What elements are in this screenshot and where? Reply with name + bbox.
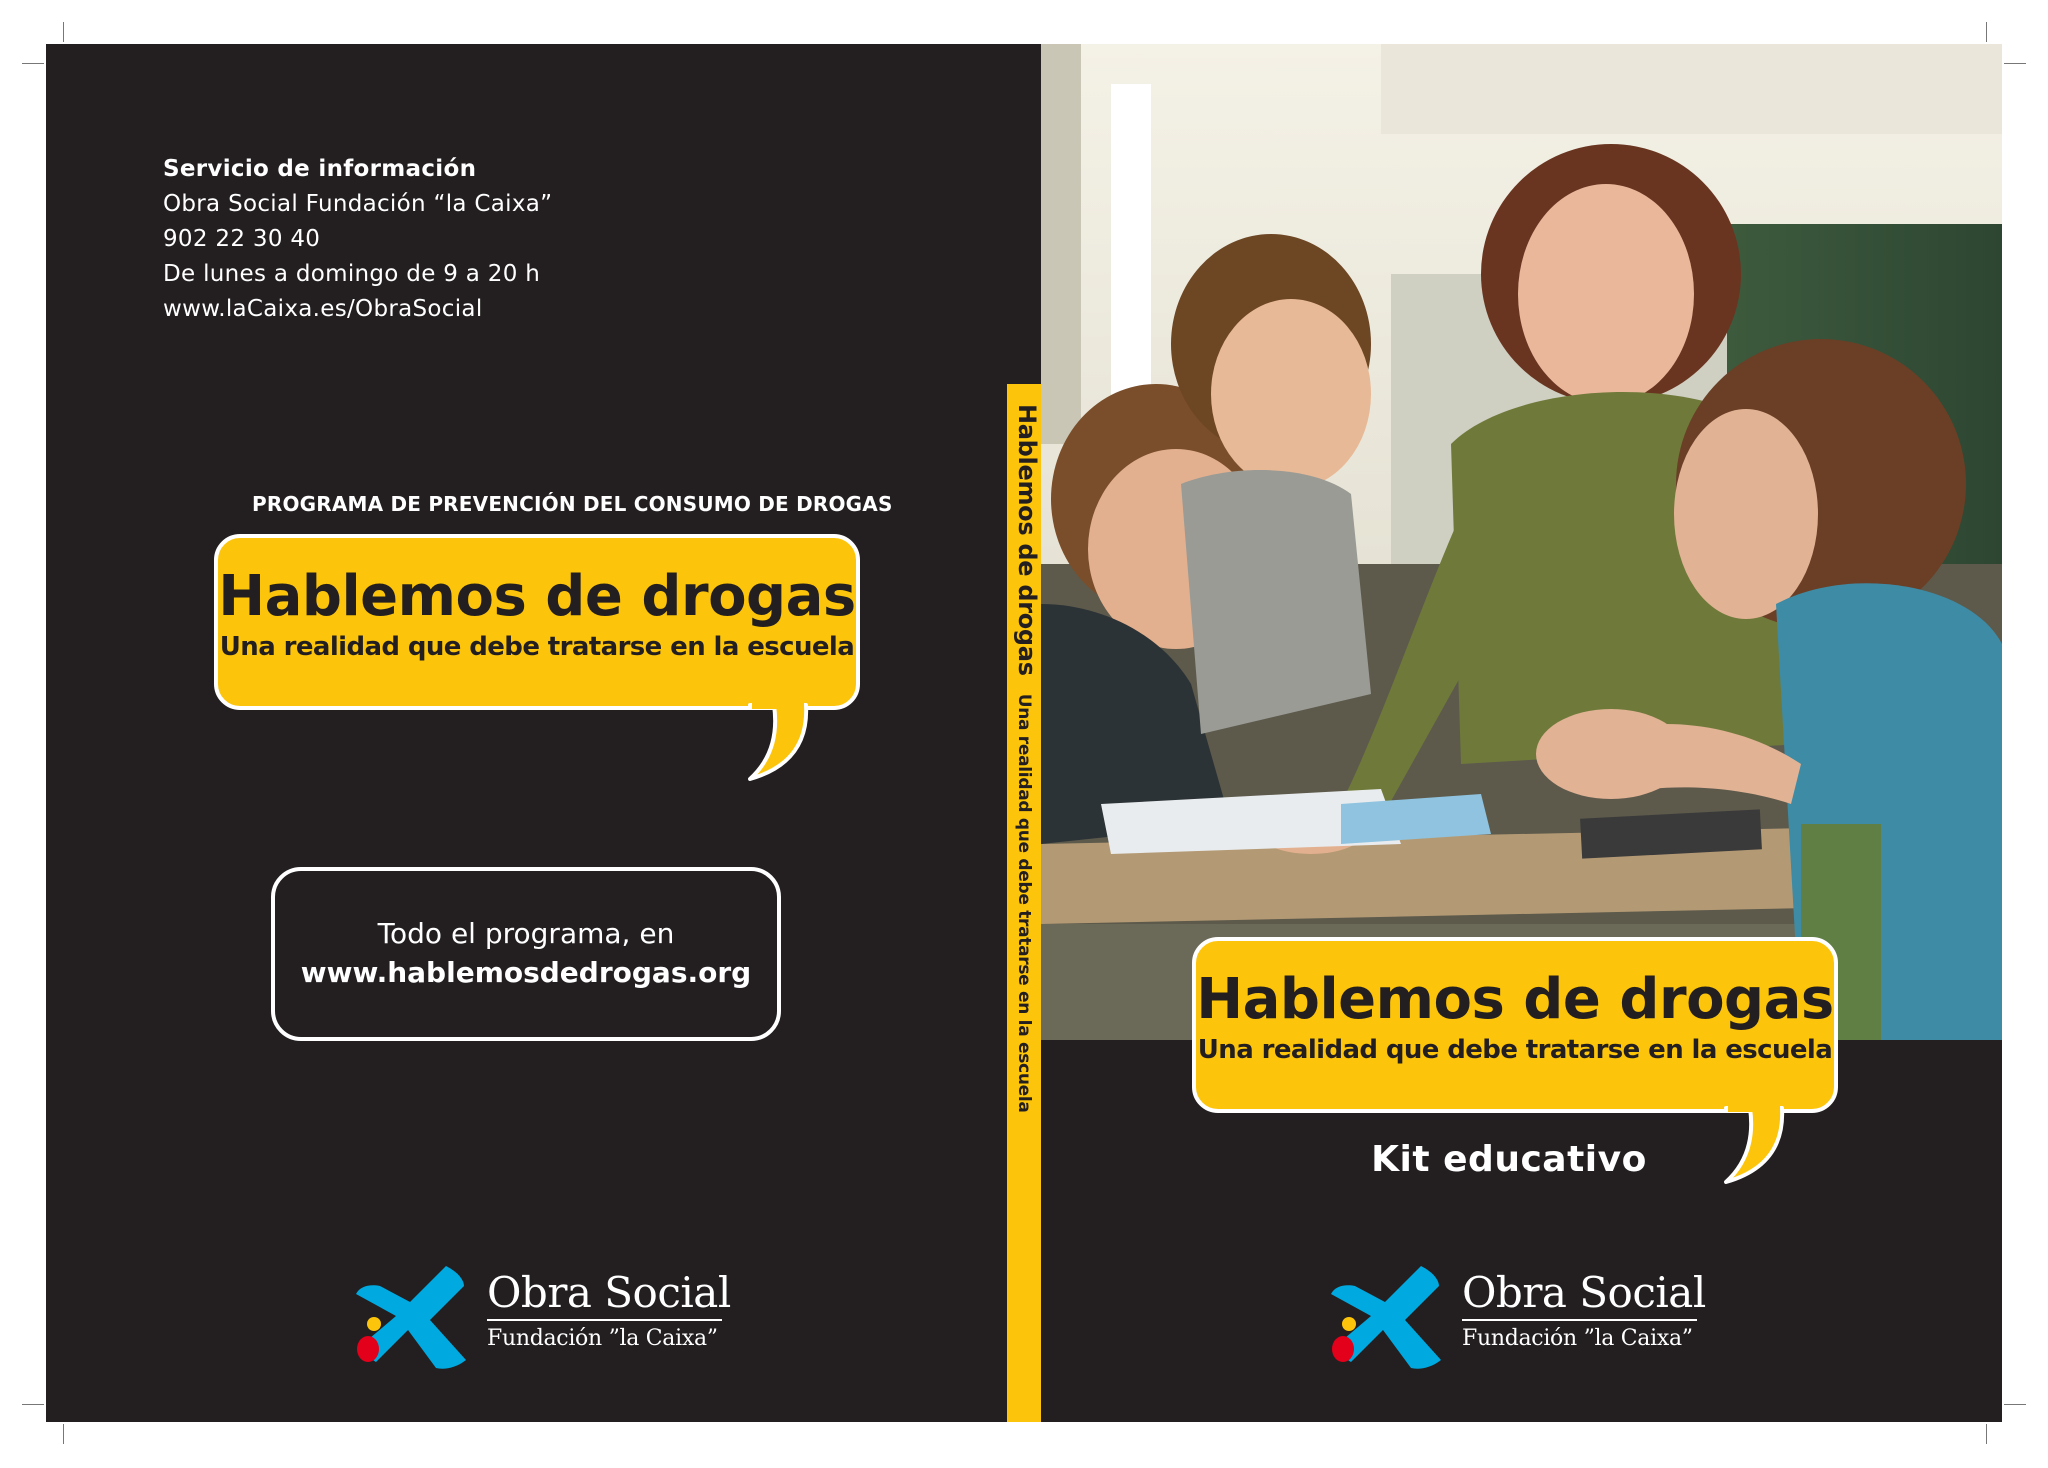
la-caixa-star-icon	[1321, 1264, 1451, 1374]
spine-text	[1013, 404, 1041, 1113]
crop-mark	[2004, 1404, 2026, 1405]
crop-mark	[22, 63, 44, 64]
logo-line2: Fundación ”la Caixa”	[1462, 1326, 1693, 1351]
website-intro: Todo el programa, en	[377, 917, 675, 950]
spine-subtitle: Una realidad que debe tratarse en la escuela	[1014, 693, 1034, 1113]
website-box	[271, 867, 781, 1041]
contact-info	[163, 152, 552, 327]
info-organization: Obra Social Fundación “la Caixa”	[163, 191, 553, 217]
bubble-title: Hablemos de drogas	[218, 564, 856, 629]
spine-title: Hablemos de drogas	[1013, 404, 1041, 676]
speech-bubble-tail	[1722, 1106, 1792, 1186]
title-bubble-front	[1192, 937, 1838, 1113]
logo-line2: Fundación ”la Caixa”	[487, 1326, 718, 1351]
obra-social-logo-front	[1321, 1264, 1721, 1374]
crop-mark	[63, 22, 64, 42]
crop-mark	[2004, 63, 2026, 64]
info-heading: Servicio de información	[163, 156, 477, 182]
classroom-photo	[1041, 44, 2002, 1040]
crop-mark	[1986, 22, 1987, 42]
bubble-subtitle: Una realidad que debe tratarse en la escuela	[219, 632, 855, 662]
title-bubble-back	[214, 534, 860, 710]
logo-line1: Obra Social	[1462, 1268, 1706, 1317]
la-caixa-star-icon	[346, 1264, 476, 1374]
program-label: PROGRAMA DE PREVENCIÓN DEL CONSUMO DE DROGAS	[252, 492, 893, 516]
logo-rule	[487, 1319, 722, 1321]
info-hours: De lunes a domingo de 9 a 20 h	[163, 261, 541, 287]
kit-label: Kit educativo	[1371, 1139, 1647, 1180]
crop-mark	[22, 1404, 44, 1405]
logo-rule	[1462, 1319, 1697, 1321]
crop-mark	[1986, 1424, 1987, 1444]
speech-bubble-tail	[746, 703, 816, 783]
logo-line1: Obra Social	[487, 1268, 731, 1317]
website-link[interactable]: www.hablemosdedrogas.org	[300, 956, 752, 989]
cover-sheet	[46, 44, 2002, 1422]
bubble-subtitle: Una realidad que debe tratarse en la escuela	[1197, 1035, 1833, 1065]
crop-mark	[63, 1424, 64, 1444]
bubble-title: Hablemos de drogas	[1196, 967, 1834, 1032]
info-url[interactable]: www.laCaixa.es/ObraSocial	[163, 296, 483, 322]
obra-social-logo-back	[346, 1264, 746, 1374]
info-phone: 902 22 30 40	[163, 226, 321, 252]
